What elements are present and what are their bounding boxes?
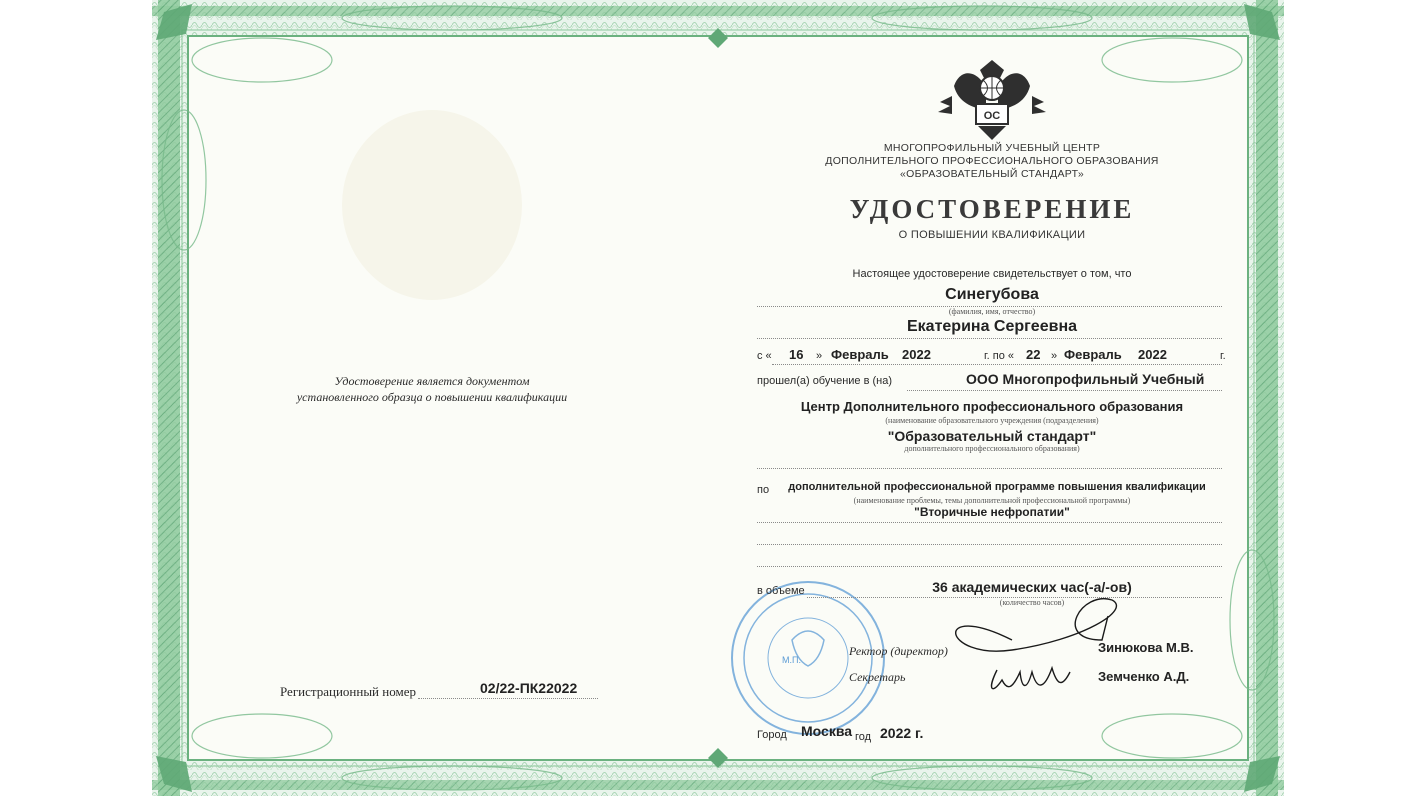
institution-caption: (наименование образовательного учреждения (подразделения) [885,416,1099,425]
institution-caption2: дополнительного профессионального образования) [904,444,1080,453]
program-label: по [757,484,770,496]
rector-name: Зинюкова М.В. [1098,640,1194,655]
institution-line1: ООО Многопрофильный Учебный [966,371,1205,387]
document-title: УДОСТОВЕРЕНИЕ [849,194,1135,224]
certificate-document [152,0,1284,796]
registration-label: Регистрационный номер [280,684,416,699]
institution-line2: Центр Дополнительного профессионального образования [800,399,1184,414]
volume-label: в объеме [757,585,805,597]
logo-letters: ОС [983,110,1001,122]
date-from-month: Февраль [831,347,889,362]
date-suffix: г. [1220,350,1226,362]
stamp-mark: М.П. [782,655,801,665]
intro-text: Настоящее удостоверение свидетельствует о том, что [852,268,1132,280]
trained-label: прошел(а) обучение в (на) [757,375,893,387]
date-from-prefix: с « [757,350,772,362]
institution-line3: "Образовательный стандарт" [887,428,1097,444]
document-subtitle: О ПОВЫШЕНИИ КВАЛИФИКАЦИИ [898,229,1086,241]
date-to-close: » [1051,350,1058,362]
secretary-label: Секретарь [849,670,906,684]
volume-caption: (количество часов) [999,598,1065,607]
city-value: Москва [801,723,853,739]
validity-note-line2: установленного образца о повышении квалификации [296,390,568,404]
city-label: Город [757,729,787,741]
date-from-close: » [816,350,823,362]
program-line2: "Вторичные нефропатии" [914,505,1070,519]
name-caption: (фамилия, имя, отчество) [948,307,1036,316]
secretary-name: Земченко А.Д. [1098,669,1190,684]
given-names-value: Екатерина Сергеевна [906,318,1077,335]
year-value: 2022 г. [880,725,924,741]
org-line3: «ОБРАЗОВАТЕЛЬНЫЙ СТАНДАРТ» [900,168,1084,180]
program-caption: (наименование проблемы, темы дополнительной профессиональной программы) [853,496,1131,505]
date-to-year: 2022 [1138,347,1167,362]
org-line2: ДОПОЛНИТЕЛЬНОГО ПРОФЕССИОНАЛЬНОГО ОБРАЗОВАНИЯ [825,155,1159,167]
rector-label: Ректор (директор) [849,644,948,658]
org-line1: МНОГОПРОФИЛЬНЫЙ УЧЕБНЫЙ ЦЕНТР [883,142,1101,154]
volume-value: 36 академических час(-а/-ов) [932,579,1132,595]
surname-value: Синегубова [945,286,1039,303]
program-line1: дополнительной профессиональной программе повышения квалификации [788,481,1206,493]
date-from-year: 2022 [902,347,931,362]
date-to-prefix: г. по « [984,350,1015,362]
validity-note-line1: Удостоверение является документом [334,374,530,388]
date-to-day: 22 [1026,347,1041,362]
date-to-month: Февраль [1064,347,1122,362]
year-label: год [855,731,872,743]
date-from-day: 16 [789,347,804,362]
registration-number: 02/22-ПК22022 [480,680,578,696]
